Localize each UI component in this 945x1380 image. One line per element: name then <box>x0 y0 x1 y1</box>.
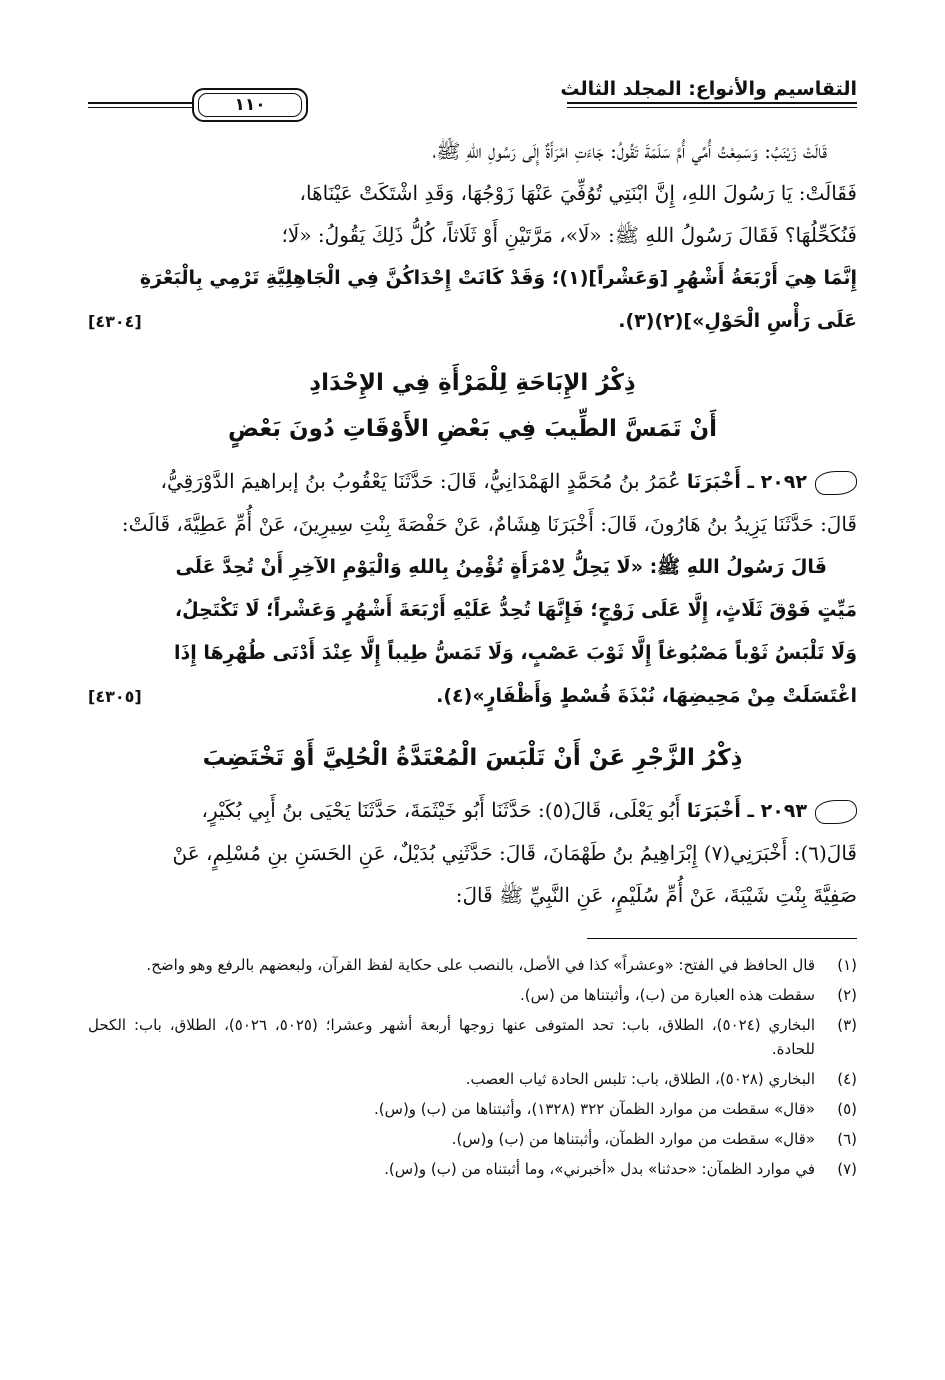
footnote-text: في موارد الظمآن: «حدثنا» بدل «أخبرني»، وما أثبتناه من (ب) و(س). <box>384 1160 815 1178</box>
footnote-text: البخاري (٥٠٢٨)، الطلاق، باب: تلبس الحادة ثياب العصب. <box>465 1070 815 1088</box>
hadith-ornament-icon <box>815 800 857 824</box>
page-number-frame <box>192 88 308 122</box>
isnad-line <box>88 789 857 832</box>
footnote-number: (٦) <box>837 1130 857 1148</box>
chapter-title-line: أَنْ تَمَسَّ الطِّيبَ فِي بَعْضِ الأَوْقَاتِ دُونَ بَعْضٍ <box>228 416 717 442</box>
footnote-number: (٣) <box>837 1016 857 1034</box>
book-title: التقاسيم والأنواع: المجلد الثالث <box>560 78 857 100</box>
footnote-text: «قال» سقطت من موارد الظمآن ٣٢٢ (١٣٢٨)، وأثبتناها من (ب) و(س). <box>374 1100 815 1118</box>
footnote-text: سقطت هذه العبارة من (ب)، وأثبتناها من (س). <box>520 986 815 1004</box>
footnote <box>88 953 857 977</box>
footnote <box>88 1013 857 1061</box>
isnad-line: قَالَ: حَدَّثَنَا يَزِيدُ بنُ هَارُونَ، قَالَ: أَخْبَرَنَا هِشَامٌ، عَنْ حَفْصَةَ بِنْتِ سِيرِينَ، عَنْ أُمِّ عَطِيَّةَ، قَالَتْ: <box>121 512 857 536</box>
running-header <box>88 68 857 126</box>
hadith-number: ٢٠٩٢ ـ أَخْبَرَنَا <box>686 471 807 493</box>
isnad-line: صَفِيَّةَ بِنْتِ شَيْبَةَ، عَنْ أُمِّ سُلَيْمٍ، عَنِ النَّبِيِّ ﷺ قَالَ: <box>455 883 857 907</box>
footnote-number: (٤) <box>837 1070 857 1088</box>
matn-line <box>88 545 857 588</box>
text-line: فَنُكَحِّلُهَا؟ فَقَالَ رَسُولُ اللهِ ﷺ: «لَا»، مَرَّتَيْنِ أَوْ ثَلَاثاً، كُلُّ ذَلِكَ يَقُولُ: «لَا؛ <box>281 223 857 247</box>
reference-number: [٤٣٠٥] <box>88 687 142 706</box>
matn-text: وَلَا تَلْبَسُ ثَوْباً مَصْبُوغاً إِلَّا ثَوْبَ عَصْبٍ، وَلَا تَمَسُّ طِيباً إِلَّا عِنْدَ أَدْنَى طُهْرِهَا إِذَا <box>173 642 857 664</box>
hadith-ornament-icon <box>815 471 857 495</box>
text-line: فَقَالَتْ: يَا رَسُولَ اللهِ، إِنَّ ابْنَتِي تُوُفِّيَ عَنْهَا زَوْجُهَا، وَقَدِ اشْتَكَتْ عَيْنَاهَا، <box>299 181 857 205</box>
hadith-continuation <box>88 130 857 342</box>
matn-line-with-ref <box>88 674 857 717</box>
matn-text: قَالَ رَسُولُ اللهِ ﷺ: «لَا يَحِلُّ لِامْرَأَةٍ تُؤْمِنُ بِاللهِ وَالْيَوْمِ الآخِرِ أَنْ تُحِدَّ عَلَى <box>175 556 827 578</box>
footnote-text: «قال» سقطت من موارد الظمآن، وأثبتناها من (ب) و(س). <box>451 1130 815 1148</box>
footnote <box>88 1157 857 1181</box>
page-number: ١١٠ <box>198 93 302 117</box>
footnote-text: البخاري (٥٠٢٤)، الطلاق، باب: تحد المتوفى عنها زوجها أربعة أشهر وعشرا؛ (٥٠٢٥، ٥٠٢٦)، الطلاق، باب: الكحل للحادة. <box>88 1016 815 1058</box>
text-line: قَالَتْ زَيْنَبُ: وَسَمِعْتُ أُمِّي أُمَّ سَلَمَةَ تَقُولُ: جَاءَتِ امْرَأَةٌ إِلَى رَسُولِ اللهِ ﷺ، <box>432 139 827 163</box>
footnotes <box>88 953 857 1181</box>
matn-line <box>88 588 857 631</box>
isnad-text: أَبُو يَعْلَى، قَالَ(٥): حَدَّثَنَا أَبُو خَيْثَمَةَ، حَدَّثَنَا يَحْيَى بنُ أَبِي بُكَيْرٍ، <box>201 798 681 822</box>
chapter-heading <box>88 735 857 781</box>
chapter-title-line: ذِكْرُ الإِبَاحَةِ لِلْمَرْأَةِ فِي الإِحْدَادِ <box>309 370 636 396</box>
text-line-bold <box>88 256 857 299</box>
chapter-title-line: ذِكْرُ الزَّجْرِ عَنْ أَنْ تَلْبَسَ الْمُعْتَدَّةُ الْحُلِيَّ أَوْ تَخْتَضِبَ <box>202 745 743 771</box>
matn-line <box>88 631 857 674</box>
footnote <box>88 983 857 1007</box>
hadith-2092 <box>88 460 857 717</box>
footnote <box>88 1097 857 1121</box>
header-rule-left <box>88 102 192 108</box>
isnad-line: قَالَ(٦): أَخْبَرَنِي(٧) إِبْرَاهِيمُ بنُ طَهْمَانَ، قَالَ: حَدَّثَنِي بُدَيْلٌ، عَنِ الحَسَنِ بنِ مُسْلِمٍ، عَنْ <box>172 841 857 865</box>
header-rule-right <box>567 102 857 108</box>
hadith-number: ٢٠٩٣ ـ أَخْبَرَنَا <box>686 800 807 822</box>
footnote-number: (١) <box>837 956 857 974</box>
footnote-number: (٧) <box>837 1160 857 1178</box>
reference-number: [٤٣٠٤] <box>88 312 142 331</box>
isnad-line <box>88 460 857 503</box>
footnote-text: قال الحافظ في الفتح: «وعشراً» كذا في الأصل، بالنصب على حكاية لفظ القرآن، ولبعضهم بالرفع وهو واضح. <box>146 956 815 974</box>
footnote-number: (٥) <box>837 1100 857 1118</box>
footnote-separator <box>587 938 857 939</box>
footnote <box>88 1067 857 1091</box>
hadith-2093 <box>88 789 857 916</box>
footnote <box>88 1127 857 1151</box>
matn-text: اغْتَسَلَتْ مِنْ مَحِيضِهَا، نُبْذَةَ قُسْطٍ وَأَظْفَارٍ»(٤). <box>436 685 857 707</box>
matn-text: إِنَّمَا هِيَ أَرْبَعَةُ أَشْهُرٍ [وَعَشْراً](١)؛ وَقَدْ كَانَتْ إِحْدَاكُنَّ فِي الْجَاهِلِيَّةِ تَرْمِي بِالْبَعْرَةِ <box>139 267 857 289</box>
footnote-number: (٢) <box>837 986 857 1004</box>
chapter-heading <box>88 360 857 452</box>
matn-text: عَلَى رَأْسِ الْحَوْلِ»](٢)(٣). <box>618 310 857 332</box>
text-line-with-ref <box>88 299 857 342</box>
matn-text: مَيِّتٍ فَوْقَ ثَلَاثٍ، إِلَّا عَلَى زَوْجٍ؛ فَإِنَّهَا تُحِدُّ عَلَيْهِ أَرْبَعَةَ أَشْهُرٍ وَعَشْراً؛ لَا تَكْتَحِلُ، <box>174 599 857 621</box>
isnad-text: عُمَرُ بنُ مُحَمَّدٍ الهَمْدَانِيُّ، قَالَ: حَدَّثَنَا يَعْقُوبُ بنُ إبراهيمَ الدَّوْرَقِيُّ، <box>160 469 681 493</box>
